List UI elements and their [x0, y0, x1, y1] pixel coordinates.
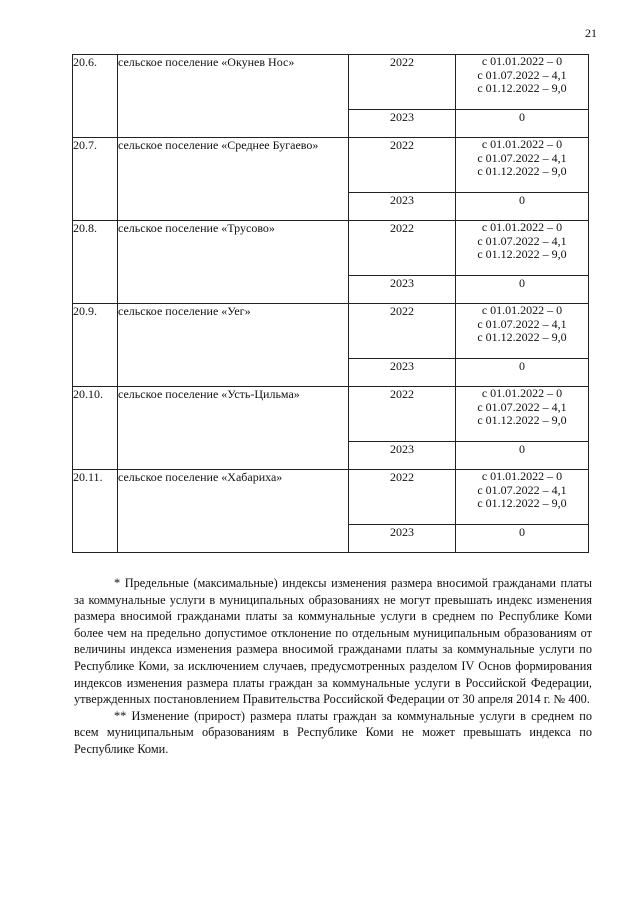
footnote-1: * Предельные (максимальные) индексы изменения размера вносимой гражданами платы за коммунальные услуги в муниципальных образованиях не могут превышать индекс изменения размера вносимой гражданами платы за коммунальные услуги в среднем по Республике Коми более чем на предельно допустимое отклонение по отдельным муниципальным образованиям от величины индекса изменения размера вносимой гражданами платы за коммунальные услуги по Республике Коми, за исключением случаев, предусмотренных разделом IV Основ формирования индексов изменения размера платы граждан за коммунальные услуги в Российской Федерации, утвержденных постановлением Правительства Российской Федерации от 30 апреля 2014 г. № 400.	[74, 576, 592, 707]
year-cell: 2022	[349, 387, 456, 442]
table-row	[73, 138, 589, 193]
index-value: с 01.01.2022 – 0	[481, 54, 563, 68]
index-values-cell	[456, 387, 589, 442]
index-value: с 01.07.2022 – 4,1	[477, 316, 567, 331]
year-cell: 2023	[349, 276, 456, 304]
index-value: с 01.12.2022 – 9,0	[477, 81, 567, 95]
index-value-cell: 0	[456, 359, 589, 387]
row-number: 20.6.	[73, 55, 118, 138]
year-cell: 2023	[349, 442, 456, 470]
index-value-cell: 0	[456, 442, 589, 470]
index-value: с 01.12.2022 – 9,0	[477, 496, 567, 510]
table-row	[73, 221, 589, 276]
settlement-name: сельское поселение «Среднее Бугаево»	[118, 138, 349, 221]
year-cell: 2023	[349, 525, 456, 553]
year-cell: 2022	[349, 138, 456, 193]
index-value: с 01.07.2022 – 4,1	[477, 399, 567, 414]
index-values-cell	[456, 55, 589, 110]
settlement-name: сельское поселение «Хабариха»	[118, 470, 349, 553]
year-cell: 2023	[349, 110, 456, 138]
index-value-cell: 0	[456, 276, 589, 304]
year-cell: 2022	[349, 221, 456, 276]
settlement-name: сельское поселение «Окунев Нос»	[118, 55, 349, 138]
row-number: 20.9.	[73, 304, 118, 387]
year-cell: 2022	[349, 55, 456, 110]
settlement-name: сельское поселение «Уег»	[118, 304, 349, 387]
page-number: 21	[585, 26, 597, 40]
index-value: с 01.12.2022 – 9,0	[477, 247, 567, 261]
row-number: 20.10.	[73, 387, 118, 470]
table-row	[73, 55, 589, 110]
year-cell: 2023	[349, 193, 456, 221]
row-number: 20.8.	[73, 221, 118, 304]
year-cell: 2022	[349, 470, 456, 525]
index-values-cell	[456, 470, 589, 525]
index-value: с 01.12.2022 – 9,0	[477, 413, 567, 427]
index-value: с 01.01.2022 – 0	[481, 386, 563, 400]
table-row	[73, 304, 589, 359]
table-row	[73, 387, 589, 442]
index-value-cell: 0	[456, 193, 589, 221]
year-cell: 2022	[349, 304, 456, 359]
row-number: 20.11.	[73, 470, 118, 553]
table-row	[73, 470, 589, 525]
index-value: с 01.12.2022 – 9,0	[477, 164, 567, 178]
year-cell: 2023	[349, 359, 456, 387]
index-value: с 01.12.2022 – 9,0	[477, 330, 567, 344]
index-table	[72, 54, 589, 553]
settlement-name: сельское поселение «Трусово»	[118, 221, 349, 304]
footnotes	[74, 575, 592, 758]
index-value: с 01.07.2022 – 4,1	[477, 150, 567, 165]
settlement-name: сельское поселение «Усть-Цильма»	[118, 387, 349, 470]
footnote-2: ** Изменение (прирост) размера платы граждан за коммунальные услуги в среднем по всем муниципальным образованиям в Республике Коми не может превышать индекса по Республике Коми.	[74, 708, 592, 756]
index-value: с 01.01.2022 – 0	[481, 137, 563, 151]
index-value: с 01.01.2022 – 0	[481, 303, 563, 317]
index-value: с 01.01.2022 – 0	[481, 220, 563, 234]
index-value: с 01.01.2022 – 0	[481, 469, 563, 483]
index-values-cell	[456, 304, 589, 359]
index-values-cell	[456, 221, 589, 276]
index-values-cell	[456, 138, 589, 193]
row-number: 20.7.	[73, 138, 118, 221]
index-value: с 01.07.2022 – 4,1	[477, 482, 567, 497]
index-value-cell: 0	[456, 110, 589, 138]
index-value: с 01.07.2022 – 4,1	[477, 233, 567, 248]
index-value-cell: 0	[456, 525, 589, 553]
index-value: с 01.07.2022 – 4,1	[477, 67, 567, 82]
